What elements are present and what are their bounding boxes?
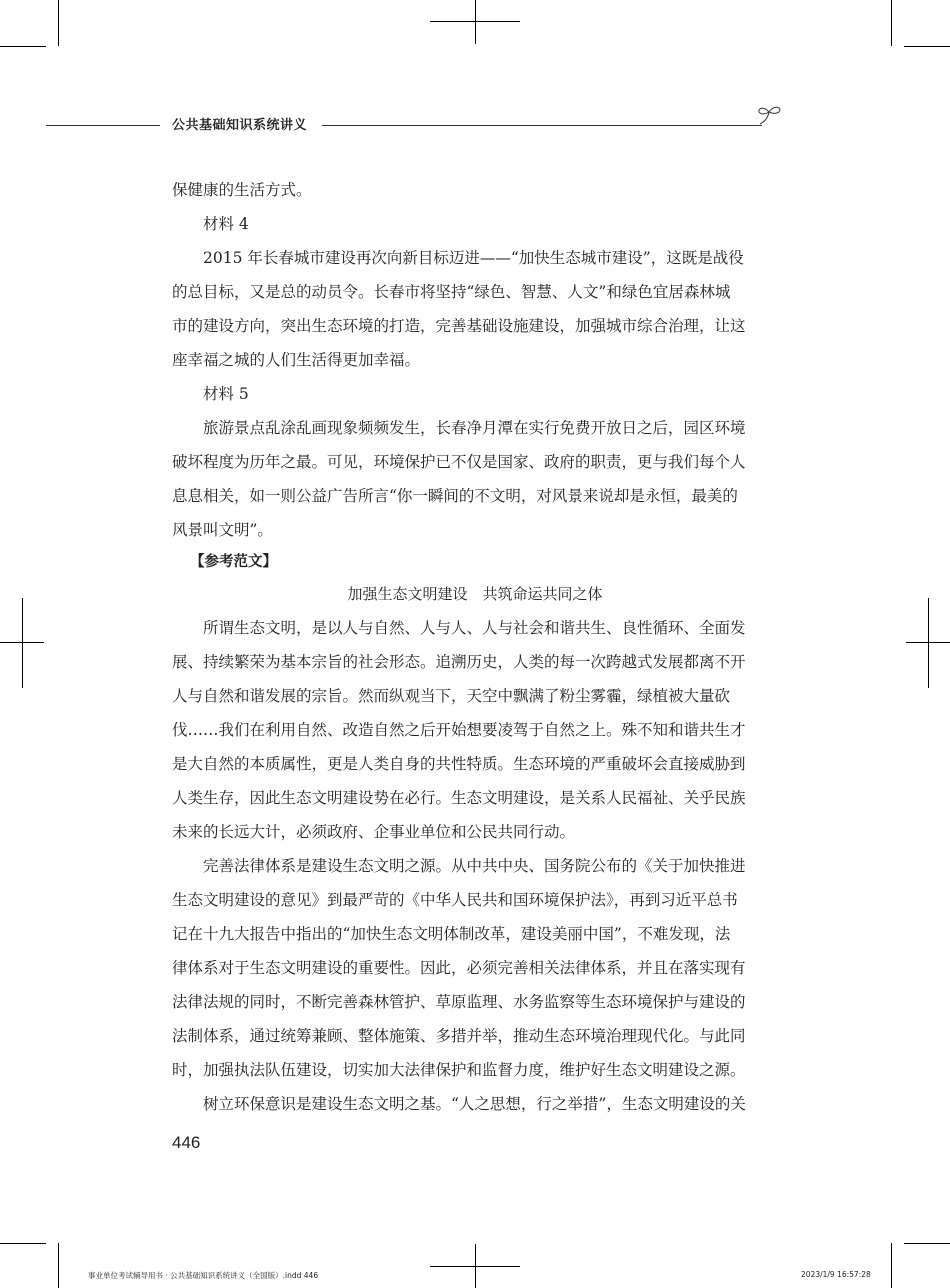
text-line: 未来的长远大计，必须政府、企事业单位和公民共同行动。 bbox=[172, 823, 576, 841]
text-line: 2015 年长春城市建设再次向新目标迈进——“加快生态城市建设”，这既是战役 bbox=[203, 249, 744, 267]
text-line: 息息相关，如一则公益广告所言“你一瞬间的不文明，对风景来说却是永恒，最美的 bbox=[172, 487, 738, 505]
page-number: 446 bbox=[172, 1133, 201, 1152]
text-line: 法制体系，通过统筹兼顾、整体施策、多措并举，推动生态环境治理现代化。与此同 bbox=[172, 1027, 746, 1045]
text-line: 律体系对于生态文明建设的重要性。因此，必须完善相关法律体系，并且在落实现有 bbox=[172, 959, 746, 977]
text-line: 生态文明建设的意见》到最严苛的《中华人民共和国环境保护法》，再到习近平总书 bbox=[172, 891, 738, 909]
text-line: 旅游景点乱涂乱画现象频频发生，长春净月潭在实行免费开放日之后，园区环境 bbox=[203, 419, 746, 437]
text-line: 时，加强执法队伍建设，切实加大法律保护和监督力度，维护好生态文明建设之源。 bbox=[172, 1061, 746, 1079]
text-line: 风景叫文明”。 bbox=[172, 521, 273, 539]
text-line: 破坏程度为历年之最。可见，环境保护已不仅是国家、政府的职责，更与我们每个人 bbox=[172, 453, 746, 471]
text-line: 法律法规的同时，不断完善森林管护、草原监理、水务监察等生态环境保护与建设的 bbox=[172, 993, 746, 1011]
header-title: 公共基础知识系统讲义 bbox=[172, 118, 308, 133]
text-line: 人类生存，因此生态文明建设势在必行。生态文明建设，是关系人民福祉、关乎民族 bbox=[172, 789, 746, 807]
essay-title: 加强生态文明建设 共筑命运共同之体 bbox=[347, 585, 603, 603]
text-line: 座幸福之城的人们生活得更加幸福。 bbox=[172, 351, 421, 369]
header-rule-right bbox=[322, 125, 762, 126]
text-line: 人与自然和谐发展的宗旨。然而纵观当下，天空中飘满了粉尘雾霾，绿植被大量砍 bbox=[172, 687, 731, 705]
text-line: 完善法律体系是建设生态文明之源。从中共中央、国务院公布的《关于加快推进 bbox=[203, 857, 746, 875]
footer-file-info: 事业单位考试辅导用书 · 公共基础知识系统讲义（全国版）.indd 446 bbox=[88, 1271, 319, 1280]
running-header bbox=[46, 108, 780, 138]
text-line: 的总目标，又是总的动员令。长春市将坚持“绿色、智慧、人文”和绿色宜居森林城 bbox=[172, 283, 731, 301]
leaf-ornament-icon bbox=[754, 102, 784, 132]
footer-timestamp: 2023/1/9 16:57:28 bbox=[801, 1270, 871, 1279]
reference-essay-heading: 【参考范文】 bbox=[190, 554, 277, 570]
material-label: 材料 5 bbox=[203, 385, 249, 403]
text-line: 是大自然的本质属性，更是人类自身的共性特质。生态环境的严重破坏会直接威胁到 bbox=[172, 755, 746, 773]
text-line: 所谓生态文明，是以人与自然、人与人、人与社会和谐共生、良性循环、全面发 bbox=[203, 619, 746, 637]
text-line: 展、持续繁荣为基本宗旨的社会形态。追溯历史，人类的每一次跨越式发展都离不开 bbox=[172, 653, 746, 671]
header-rule-left bbox=[46, 125, 160, 126]
material-label: 材料 4 bbox=[203, 215, 249, 233]
text-line: 伐……我们在利用自然、改造自然之后开始想要凌驾于自然之上。殊不知和谐共生才 bbox=[172, 721, 746, 739]
text-line: 市的建设方向，突出生态环境的打造，完善基础设施建设，加强城市综合治理，让这 bbox=[172, 317, 746, 335]
text-line: 记在十九大报告中指出的“加快生态文明体制改革，建设美丽中国”，不难发现，法 bbox=[172, 925, 731, 943]
text-line: 树立环保意识是建设生态文明之基。“人之思想，行之举措”，生态文明建设的关 bbox=[203, 1095, 746, 1113]
text-line: 保健康的生活方式。 bbox=[172, 181, 312, 199]
